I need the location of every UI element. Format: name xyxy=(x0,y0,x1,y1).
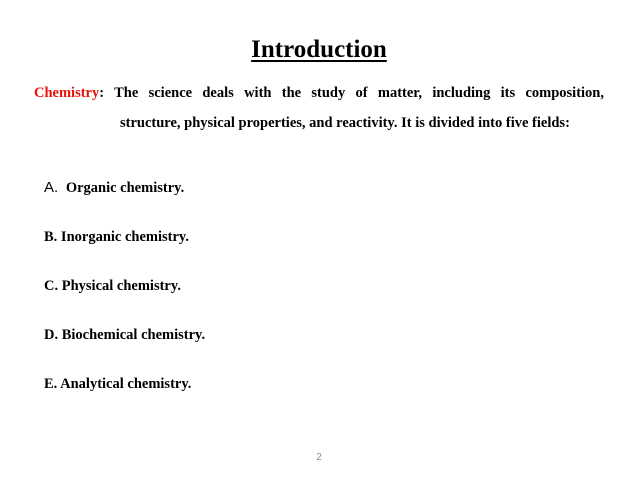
page-number: 2 xyxy=(316,452,322,463)
list-item-text: Biochemical chemistry. xyxy=(61,327,206,343)
definition-paragraph xyxy=(34,78,604,138)
list-item-marker: E. xyxy=(44,376,58,392)
definition-term: Chemistry xyxy=(34,85,100,101)
list-item xyxy=(44,276,205,325)
list-item xyxy=(44,178,205,227)
list-item xyxy=(44,374,205,423)
list-item-text: Organic chemistry. xyxy=(65,180,185,196)
definition-first-line-text: The science deals with the study of matter, including its composition, xyxy=(114,85,604,101)
list-item-marker: C. xyxy=(44,278,59,294)
slide-title: Introduction xyxy=(251,36,387,63)
list-item-marker: D. xyxy=(44,327,59,343)
fields-list xyxy=(44,178,205,423)
list-item-marker: A. xyxy=(44,179,59,196)
definition-continuation: structure, physical properties, and reactivity. It is divided into five fields: xyxy=(120,115,570,131)
list-item-text: Analytical chemistry. xyxy=(60,376,192,392)
list-item xyxy=(44,325,205,374)
list-item-marker: B. xyxy=(44,229,58,245)
list-item xyxy=(44,227,205,276)
list-item-text: Physical chemistry. xyxy=(61,278,181,294)
definition-first-line xyxy=(34,78,604,108)
list-item-text: Inorganic chemistry. xyxy=(60,229,189,245)
definition-separator: : xyxy=(99,85,105,101)
